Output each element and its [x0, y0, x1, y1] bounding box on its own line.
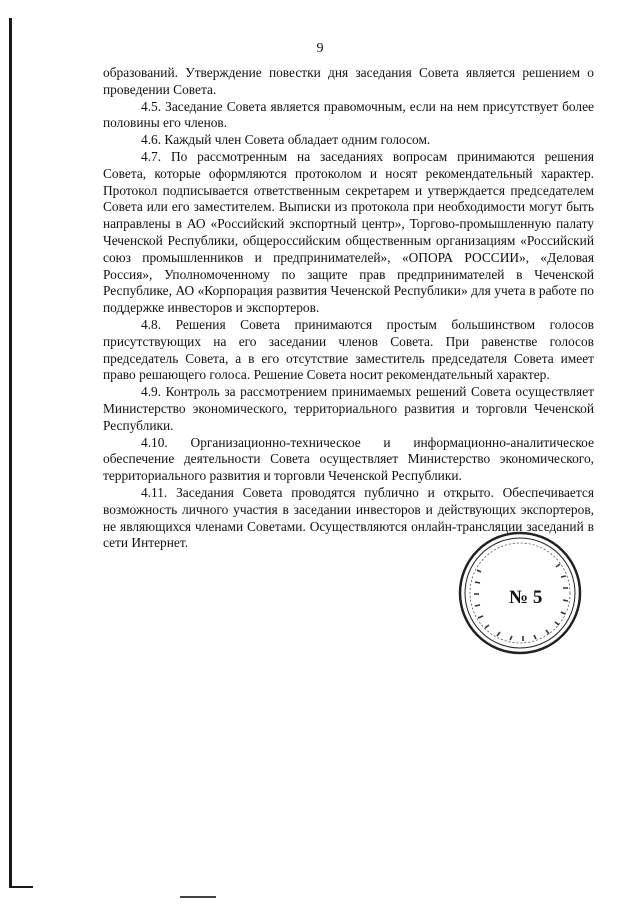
paragraph-1: образований. Утверждение повестки дня заседания Совета является решением о проведении Совета.	[103, 65, 594, 97]
paragraph-4-5: 4.5. Заседание Совета является правомочным, если на нем присутствует более половины его членов.	[103, 98, 594, 131]
stamp-seal	[457, 530, 583, 656]
paragraph-4-7: 4.7. По рассмотренным на заседаниях вопросам принимаются решения Совета, которые оформляются протоколом и носят рекомендательный характер. Протокол подписывается ответственным секретарем и утверждается председателем Совета или его заместителем. Выписки из протокола при необходимости могут быть направлены в АО «Российский экспортный центр», Торгово-промышленную палату Чеченской Республики, общероссийским общественным организациям «Российский союз промышленников и предпринимателей», «ОПОРА РОССИИ», «Деловая Россия», Уполномоченному по защите прав предпринимателей в Чеченской Республике, АО «Корпорация развития Чеченской Республики» для учета в работе по поддержке инвесторов и экспортеров.	[103, 148, 594, 316]
paragraph-4-8: 4.8. Решения Совета принимаются простым большинством голосов присутствующих на его заседании членов Совета. При равенстве голосов председатель Совета, а в его отсутствие заместитель председателя Совета имеет право решающего голоса. Решение Совета носит рекомендательный характер.	[103, 316, 594, 383]
scan-left-edge	[9, 18, 12, 888]
page-number: 9	[316, 41, 324, 56]
scan-bottom-mark	[180, 896, 216, 898]
document-body	[103, 65, 594, 552]
scan-left-foot	[9, 886, 33, 888]
paragraph-4-11: 4.11. Заседания Совета проводятся публично и открыто. Обеспечивается возможность личного участия в заседании инвесторов и действующих экспортеров, не являющихся членами Советами. Осуществляются онлайн-трансляции заседаний в сети Интернет.	[103, 484, 594, 551]
paragraph-4-6: 4.6. Каждый член Совета обладает одним голосом.	[141, 132, 431, 148]
paragraph-4-10: 4.10. Организационно-техническое и информационно-аналитическое обеспечение деятельности Совета осуществляет Министерство экономического, территориального развития и торговли Чеченской Республики.	[103, 434, 594, 484]
stamp-number: № 5	[509, 587, 543, 608]
paragraph-4-9: 4.9. Контроль за рассмотрением принимаемых решений Совета осуществляет Министерство экономического, территориального развития и торговли Чеченской Республики.	[103, 384, 594, 433]
